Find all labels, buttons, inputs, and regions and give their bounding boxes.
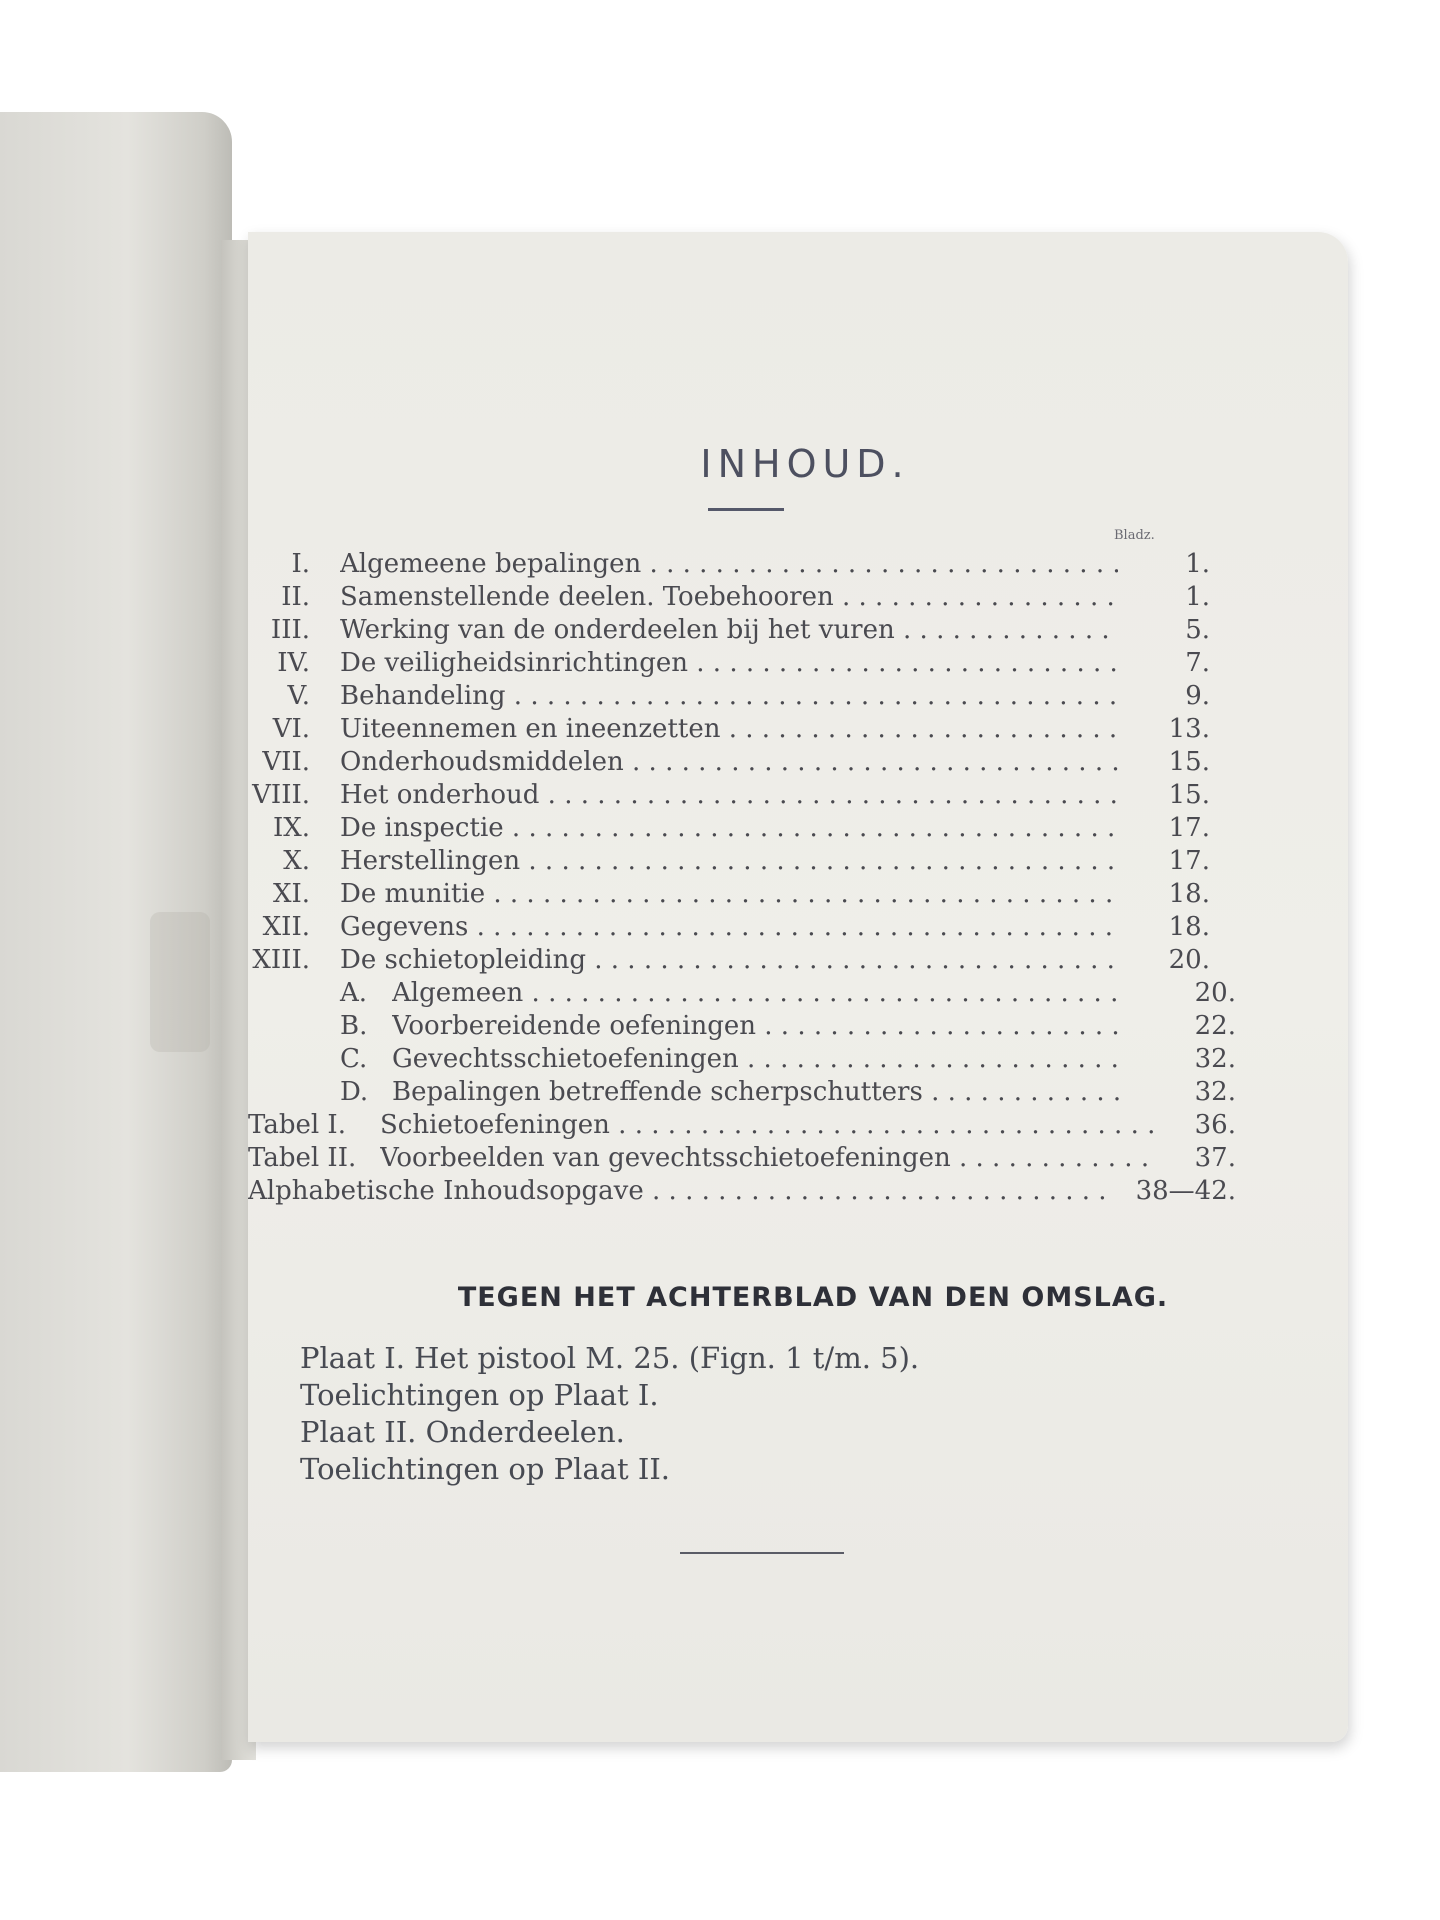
toc-number: Tabel I. <box>248 1110 346 1140</box>
toc-number: V. <box>287 681 310 711</box>
toc-page-number: 22. <box>1194 1011 1236 1041</box>
toc-label: Herstellingen . . . <box>340 845 1118 877</box>
toc-row <box>248 1175 1348 1207</box>
toc-row <box>248 1043 1348 1075</box>
toc-page-number: 17. <box>1168 813 1210 843</box>
toc-row <box>248 1076 1348 1108</box>
toc-number: C. <box>340 1044 368 1074</box>
toc-label: Voorbereidende oefeningen . . . <box>392 1010 1128 1042</box>
toc-row <box>248 911 1348 943</box>
appendix-heading: TEGEN HET ACHTERBLAD VAN DEN OMSLAG. <box>457 1282 1169 1313</box>
toc-page-number: 36. <box>1194 1110 1236 1140</box>
toc-row <box>248 977 1348 1009</box>
toc-number: IV. <box>277 648 310 678</box>
toc-label: Algemeen . . . <box>392 977 1128 1009</box>
toc-row <box>248 1109 1348 1141</box>
toc-page-number: 7. <box>1185 648 1210 678</box>
toc-row <box>248 614 1348 646</box>
right-page <box>248 232 1348 1742</box>
toc-label: Algemeene bepalingen . . . <box>340 548 1118 580</box>
toc-page-number: 20. <box>1168 945 1210 975</box>
toc-number: Tabel II. <box>248 1143 357 1173</box>
appendix-item: Plaat I. Het pistool M. 25. (Fign. 1 t/m. 5). <box>300 1341 920 1375</box>
toc-number: XII. <box>262 912 310 942</box>
appendix-item: Toelichtingen op Plaat I. <box>300 1378 659 1412</box>
toc-page-number: 32. <box>1194 1044 1236 1074</box>
left-page <box>0 112 232 1772</box>
show-through-text <box>150 912 210 1052</box>
bottom-rule <box>680 1552 844 1554</box>
appendix-item: Plaat II. Onderdeelen. <box>300 1415 625 1449</box>
toc-label: De munitie . . . <box>340 878 1118 910</box>
toc-page-number: 9. <box>1185 681 1210 711</box>
toc-page-number: 38—42. <box>1135 1176 1236 1206</box>
toc-number: D. <box>340 1077 369 1107</box>
toc-number: I. <box>291 549 310 579</box>
toc-number: VI. <box>272 714 310 744</box>
toc-number: XI. <box>272 879 310 909</box>
toc-label: Onderhoudsmiddelen . . . <box>340 746 1118 778</box>
toc-page-number: 1. <box>1185 549 1210 579</box>
toc-label: Behandeling . . . <box>340 680 1118 712</box>
toc-number: B. <box>340 1011 368 1041</box>
toc-page-number: 15. <box>1168 780 1210 810</box>
toc-label: De schietopleiding . . . <box>340 944 1118 976</box>
toc-row <box>248 1010 1348 1042</box>
toc-number: VIII. <box>252 780 310 810</box>
toc-number: III. <box>270 615 310 645</box>
toc-page-number: 32. <box>1194 1077 1236 1107</box>
page-title: INHOUD. <box>700 442 910 486</box>
title-rule <box>708 508 784 511</box>
toc-row <box>248 581 1348 613</box>
toc-page-number: 1. <box>1185 582 1210 612</box>
toc-label: Gegevens . . . <box>340 911 1118 943</box>
toc-row <box>248 944 1348 976</box>
toc-label: Werking van de onderdeelen bij het vuren . . . <box>340 614 1118 646</box>
toc-number: VII. <box>262 747 310 777</box>
toc-number: X. <box>283 846 310 876</box>
toc-label: Samenstellende deelen. Toebehooren . . . <box>340 581 1118 613</box>
toc-row <box>248 647 1348 679</box>
toc-row <box>248 680 1348 712</box>
toc-label: Voorbeelden van gevechtsschietoefeningen . . . <box>380 1142 1153 1174</box>
toc-row <box>248 1142 1348 1174</box>
toc-label: De inspectie . . . <box>340 812 1118 844</box>
toc-row <box>248 878 1348 910</box>
toc-page-number: 18. <box>1168 879 1210 909</box>
appendix-item: Toelichtingen op Plaat II. <box>300 1452 671 1486</box>
toc-page-number: 13. <box>1168 714 1210 744</box>
toc-row <box>248 548 1348 580</box>
toc-page-number: 18. <box>1168 912 1210 942</box>
toc-row <box>248 845 1348 877</box>
toc-label: De veiligheidsinrichtingen . . . <box>340 647 1118 679</box>
toc-page-number: 37. <box>1194 1143 1236 1173</box>
toc-page-number: 17. <box>1168 846 1210 876</box>
toc-page-number: 20. <box>1194 978 1236 1008</box>
toc-row <box>248 713 1348 745</box>
toc-label: Schietoefeningen . . . <box>380 1109 1153 1141</box>
toc-number: IX. <box>272 813 310 843</box>
toc-row <box>248 812 1348 844</box>
toc-row <box>248 746 1348 778</box>
toc-number: A. <box>340 978 368 1008</box>
toc-row <box>248 779 1348 811</box>
toc-label: Bepalingen betreffende scherpschutters . . . <box>392 1076 1128 1108</box>
toc-number: II. <box>281 582 310 612</box>
toc-label: Alphabetische Inhoudsopgave . . . <box>248 1175 1108 1207</box>
toc-label: Uiteennemen en ineenzetten . . . <box>340 713 1118 745</box>
toc-label: Gevechtsschietoefeningen . . . <box>392 1043 1128 1075</box>
page-column-label: Bladz. <box>1114 528 1155 543</box>
toc-page-number: 15. <box>1168 747 1210 777</box>
toc-page-number: 5. <box>1185 615 1210 645</box>
toc-label: Het onderhoud . . . <box>340 779 1118 811</box>
toc-number: XIII. <box>252 945 310 975</box>
